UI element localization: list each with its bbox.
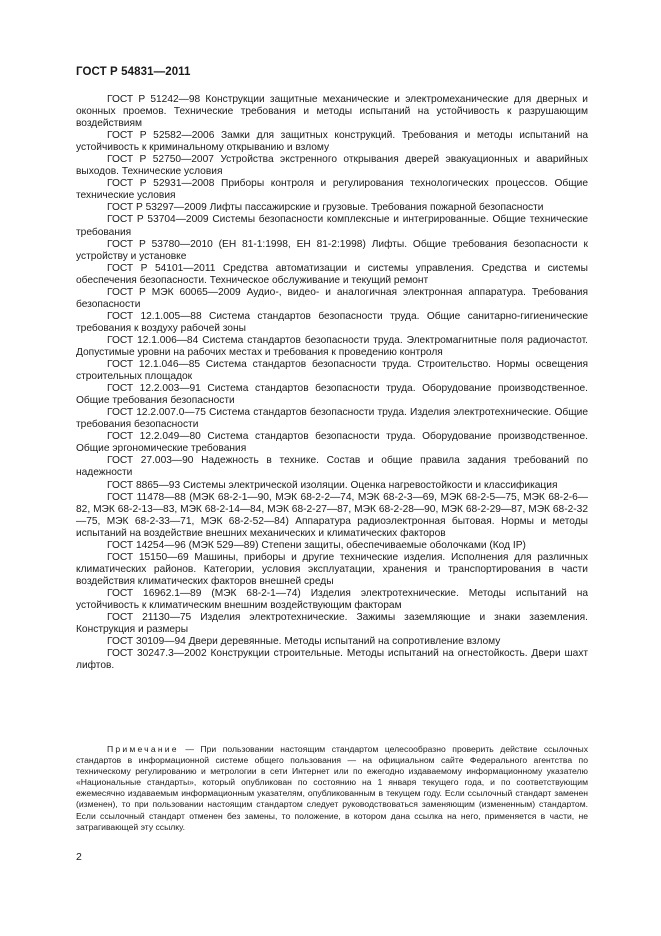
reference-item: ГОСТ Р 53704—2009 Системы безопасности комплексные и интегрированные. Общие технические требования (76, 214, 588, 238)
note-lead: Примечание (107, 744, 179, 754)
note-text: — При пользовании настоящим стандартом целесообразно проверить действие ссылочных стандартов в информационной системе общего пользования — на официальном сайте Федерального агентства по техническому регулированию и метрологии в сети Интернет или по ежегодно издаваемому информационному указателю «Национальные стандарты», который опубликован по состоянию на 1 января текущего года, и по соответствующим ежемесячно издаваемым информационным указателям, опубликованным в текущем году. Если ссылочный стандарт заменен (изменен), то при пользовании настоящим стандартом следует руководствоваться заменяющим (измененным) стандартом. Если ссылочный стандарт отменен без замены, то положение, в котором дана ссылка на него, применяется в части, не затрагивающей эту ссылку. (76, 744, 588, 832)
document-header: ГОСТ Р 54831—2011 (76, 66, 191, 78)
reference-item: ГОСТ 11478—88 (МЭК 68-2-1—90, МЭК 68-2-2—74, МЭК 68-2-3—69, МЭК 68-2-5—75, МЭК 68-2-6—82, МЭК 68-2-13—83, МЭК 68-2-14—84, МЭК 68-2-27—87, МЭК 68-2-28—90, МЭК 68-2-29—87, МЭК 68-2-32—75, МЭК 68-2-33—71, МЭК 68-2-52—84) Аппаратура радиоэлектронная бытовая. Нормы и методы испытаний на воздействие внешних механических и климатических факторов (76, 491, 588, 539)
note-paragraph (76, 744, 588, 833)
reference-item: ГОСТ Р 51242—98 Конструкции защитные механические и электромеханические для дверных и оконных проемов. Технические требования и методы испытаний на устойчивость к разрушающим воздействиям (76, 94, 588, 130)
normative-references (76, 94, 588, 672)
reference-note (76, 744, 588, 833)
reference-item: ГОСТ Р 53780—2010 (ЕН 81-1:1998, ЕН 81-2:1998) Лифты. Общие требования безопасности к устройству и установке (76, 238, 588, 262)
reference-item: ГОСТ Р 53297—2009 Лифты пассажирские и грузовые. Требования пожарной безопасности (107, 202, 544, 214)
reference-item: ГОСТ Р 54101—2011 Средства автоматизации и системы управления. Средства и системы обеспечения безопасности. Техническое обслуживание и текущий ремонт (76, 262, 588, 286)
reference-item: ГОСТ 12.1.005—88 Система стандартов безопасности труда. Общие санитарно-гигиенические требования к воздуху рабочей зоны (76, 310, 588, 334)
reference-item: ГОСТ 27.003—90 Надежность в технике. Состав и общие правила задания требований по надежности (76, 455, 588, 479)
reference-item: ГОСТ Р 52931—2008 Приборы контроля и регулирования технологических процессов. Общие технические условия (76, 178, 588, 202)
reference-item: ГОСТ 30247.3—2002 Конструкции строительные. Методы испытаний на огнестойкость. Двери шахт лифтов. (76, 648, 588, 672)
page-number: 2 (76, 851, 82, 863)
reference-item: ГОСТ 12.1.006—84 Система стандартов безопасности труда. Электромагнитные поля радиочастот. Допустимые уровни на рабочих местах и требования к проведению контроля (76, 334, 588, 358)
reference-item: ГОСТ Р 52582—2006 Замки для защитных конструкций. Требования и методы испытаний на устойчивость к криминальному открыванию и взлому (76, 130, 588, 154)
reference-item: ГОСТ 12.2.003—91 Система стандартов безопасности труда. Оборудование производственное. Общие требования безопасности (76, 383, 588, 407)
reference-item: ГОСТ 8865—93 Системы электрической изоляции. Оценка нагревостойкости и классификация (107, 479, 558, 491)
reference-item: ГОСТ 12.2.007.0—75 Система стандартов безопасности труда. Изделия электротехнические. Общие требования безопасности (76, 407, 588, 431)
reference-item: ГОСТ Р МЭК 60065—2009 Аудио-, видео- и аналогичная электронная аппаратура. Требования безопасности (76, 286, 588, 310)
reference-item: ГОСТ 14254—96 (МЭК 529—89) Степени защиты, обеспечиваемые оболочками (Код IP) (107, 539, 526, 551)
reference-item: ГОСТ Р 52750—2007 Устройства экстренного открывания дверей эвакуационных и аварийных выходов. Технические условия (76, 154, 588, 178)
reference-item: ГОСТ 15150—69 Машины, приборы и другие технические изделия. Исполнения для различных климатических районов. Категории, условия эксплуатации, хранения и транспортирования в части воздействия климатических факторов внешней среды (76, 551, 588, 587)
reference-item: ГОСТ 21130—75 Изделия электротехнические. Зажимы заземляющие и знаки заземления. Конструкция и размеры (76, 612, 588, 636)
reference-item: ГОСТ 12.1.046—85 Система стандартов безопасности труда. Строительство. Нормы освещения строительных площадок (76, 359, 588, 383)
reference-item: ГОСТ 30109—94 Двери деревянные. Методы испытаний на сопротивление взлому (107, 636, 501, 648)
reference-item: ГОСТ 12.2.049—80 Система стандартов безопасности труда. Оборудование производственное. Общие эргономические требования (76, 431, 588, 455)
reference-item: ГОСТ 16962.1—89 (МЭК 68-2-1—74) Изделия электротехнические. Методы испытаний на устойчивость к климатическим внешним воздействующим факторам (76, 587, 588, 611)
